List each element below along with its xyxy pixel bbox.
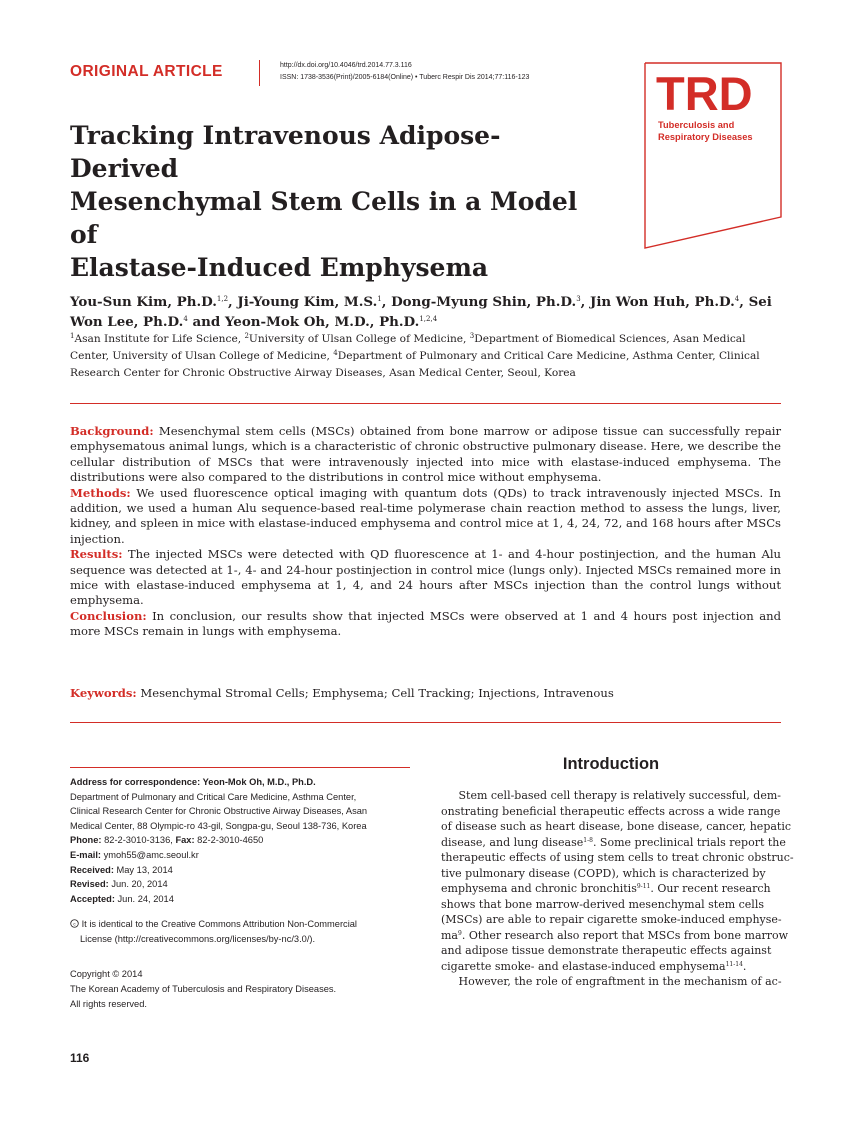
introduction-body bbox=[441, 788, 794, 990]
issn-line: ISSN: 1738-3536(Print)/2005-6184(Online) • Tuberc Respir Dis 2014;77:116-123 bbox=[280, 74, 530, 81]
intro-line: cigarette smoke- and elastase-induced emphysema$^{11-14}$. bbox=[441, 959, 747, 973]
phone-fax: Phone: 82-2-3010-3136, Fax: 82-2-3010-4650 bbox=[70, 835, 264, 846]
intro-line: and adipose tissue demonstrate therapeutic effects against bbox=[441, 944, 772, 957]
introduction-heading: Introduction bbox=[562, 755, 660, 773]
abstract bbox=[70, 424, 781, 640]
affiliations bbox=[70, 331, 782, 382]
intro-line: disease, and lung disease$^{1-8}$. Some preclinical trials report the bbox=[441, 835, 786, 849]
intro-line: tive pulmonary disease (COPD), which is characterized by bbox=[441, 866, 766, 880]
citation: 9 bbox=[458, 929, 462, 937]
intro-line: However, the role of engraftment in the mechanism of ac- bbox=[441, 975, 782, 988]
author-name: Yeon-Mok Oh, M.D., Ph.D. bbox=[224, 314, 420, 330]
journal-name: Tuberculosis and Respiratory Diseases bbox=[658, 120, 753, 142]
author-affiliation-marker: 1 bbox=[377, 295, 382, 303]
author-affiliation-marker: 4 bbox=[183, 315, 188, 323]
affiliation: University of Ulsan College of Medicine, bbox=[248, 333, 470, 345]
correspondence-divider bbox=[70, 767, 410, 768]
correspondence-block bbox=[70, 775, 410, 906]
intro-line: of disease such as heart disease, bone disease, cancer, hepatic bbox=[441, 820, 792, 833]
doi-link[interactable]: http://dx.doi.org/10.4046/trd.2014.77.3.116 bbox=[280, 62, 412, 69]
journal-logo: TRD bbox=[656, 67, 753, 120]
address-line: Medical Center, 88 Olympic-ro 43-gil, Songpa-gu, Seoul 138-736, Korea bbox=[70, 820, 367, 831]
affiliation-marker: 1 bbox=[70, 332, 75, 340]
affiliation-marker: 2 bbox=[244, 332, 249, 340]
creative-commons-icon bbox=[70, 919, 79, 928]
abstract-conclusion: Conclusion: In conclusion, our results show that injected MSCs were observed at 1 and 4 hours post injection and more MSCs remain in lungs with emphysema. bbox=[70, 608, 781, 639]
citation: 1-8 bbox=[583, 836, 593, 844]
citation: 9-11 bbox=[636, 883, 651, 890]
accepted-date: Accepted: Jun. 24, 2014 bbox=[70, 893, 174, 904]
affiliation-marker: 4 bbox=[333, 349, 338, 357]
abstract-background: Background: Mesenchymal stem cells (MSCs) obtained from bone marrow or adipose tissue can successfully repair emphysematous animal lungs, which is a characteristic of chronic obstructive pulmonary disease. Here, we describe the cellular distribution of MSCs that were intravenously injected into mice with elastase-induced emphysema. The distributions were also compared to the distributions in control mice without emphysema. bbox=[70, 424, 781, 485]
author-affiliation-marker: 1,2 bbox=[216, 295, 229, 303]
email-link[interactable]: ymoh55@amc.seoul.kr bbox=[101, 849, 199, 860]
abstract-methods: Methods: We used fluorescence optical imaging with quantum dots (QDs) to track intravenously injected MSCs. In addition, we used a human Alu sequence-based real-time polymerase chain reaction method to assess the lungs, liver, kidney, and spleen in mice with elastase-induced emphysema and control mice at 1, 4, 24, 72, and 168 hours after MSCs injection. bbox=[70, 485, 782, 546]
page-number: 116 bbox=[70, 1051, 90, 1065]
affiliation: Department of Biomedical Sciences, Asan Medical Center, University of Ulsan College of Medicine, bbox=[70, 333, 746, 362]
intro-line: Stem cell-based cell therapy is relatively successful, dem- bbox=[441, 789, 781, 802]
affiliation-marker: 3 bbox=[469, 332, 475, 340]
abstract-results: Results: The injected MSCs were detected with QD fluorescence at 1- and 4-hour postinjection, and the human Alu sequence was detected at 1-, 4- and 24-hour postinjection in control mice (lungs only). Injected MSCs remained more in mice with elastase-induced emphysema at 1, 4, and 24 hours after MSCs injection than the control lungs without emphysema. bbox=[70, 547, 781, 608]
affiliation: Department of Pulmonary and Critical Care Medicine, Asthma Center, Clinical Research Center for Chronic Obstructive Airway Diseases, Asan Medical Center, Seoul, Korea bbox=[70, 350, 760, 379]
keywords: Keywords: Mesenchymal Stromal Cells; Emphysema; Cell Tracking; Injections, Intravenous bbox=[70, 686, 614, 700]
intro-line: onstrating beneficial therapeutic effects across a wide range bbox=[441, 804, 781, 818]
author-list: You-Sun Kim, Ph.D.$^{1,2}$, Ji-Young Kim, M.S.$^1$, Dong-Myung Shin, Ph.D.$^3$, Jin Won Huh, Ph.D.$^4$, Sei Won Lee, Ph.D.$^4$ and Yeon-Mok Oh, M.D., Ph.D.$^{1,2,4}$ bbox=[70, 294, 772, 330]
email: E-mail: ymoh55@amc.seoul.kr bbox=[70, 849, 199, 860]
intro-line: (MSCs) are able to repair cigarette smoke-induced emphyse- bbox=[441, 913, 782, 926]
license-notice: c It is identical to the Creative Commons Attribution Non-Commercial License (http://creativecommons.org/licenses/by-nc/3.0/). bbox=[70, 917, 415, 946]
author-name: Dong-Myung Shin, Ph.D. bbox=[391, 294, 577, 310]
divider bbox=[70, 722, 781, 723]
svg-text:c: c bbox=[73, 921, 76, 927]
intro-line: therapeutic effects of using stem cells to treat chronic obstruc- bbox=[441, 851, 794, 864]
address-line: Clinical Research Center for Chronic Obstructive Airway Diseases, Asan bbox=[70, 806, 368, 817]
revised-date: Revised: Jun. 20, 2014 bbox=[70, 879, 168, 890]
copyright-notice: Copyright © 2014 The Korean Academy of Tuberculosis and Respiratory Diseases. All rights reserved. bbox=[70, 969, 337, 1009]
received-date: Received: May 13, 2014 bbox=[70, 864, 173, 875]
address-line: Department of Pulmonary and Critical Care Medicine, Asthma Center, bbox=[70, 791, 357, 802]
author-name: You-Sun Kim, Ph.D. bbox=[70, 294, 217, 310]
article-meta bbox=[280, 60, 529, 84]
intro-line: emphysema and chronic bronchitis$^{9-11}$. Our recent research bbox=[441, 882, 771, 895]
author-affiliation-marker: 3 bbox=[576, 295, 581, 303]
intro-line: shows that bone marrow-derived mesenchymal stem cells bbox=[441, 897, 764, 911]
author-affiliation-marker: 1,2,4 bbox=[419, 315, 438, 323]
article-title: Tracking Intravenous Adipose-Derived Mesenchymal Stem Cells in a Model of Elastase-Induced Emphysema bbox=[70, 121, 578, 282]
header-divider bbox=[259, 60, 260, 86]
intro-line: $ma^9$. Other research also report that MSCs from bone marrow bbox=[441, 928, 789, 942]
author-name: Sei Won Lee, Ph.D. bbox=[70, 294, 772, 330]
author-name: Jin Won Huh, Ph.D. bbox=[589, 294, 735, 310]
affiliation: Asan Institute for Life Science, bbox=[74, 333, 245, 345]
author-affiliation-marker: 4 bbox=[734, 295, 740, 303]
author-name: Ji-Young Kim, M.S. bbox=[237, 294, 378, 310]
section-label: ORIGINAL ARTICLE bbox=[70, 63, 223, 80]
citation: 11-14 bbox=[725, 960, 743, 968]
correspondence-heading: Address for correspondence: Yeon-Mok Oh, M.D., Ph.D. bbox=[70, 777, 316, 787]
divider bbox=[70, 403, 781, 404]
